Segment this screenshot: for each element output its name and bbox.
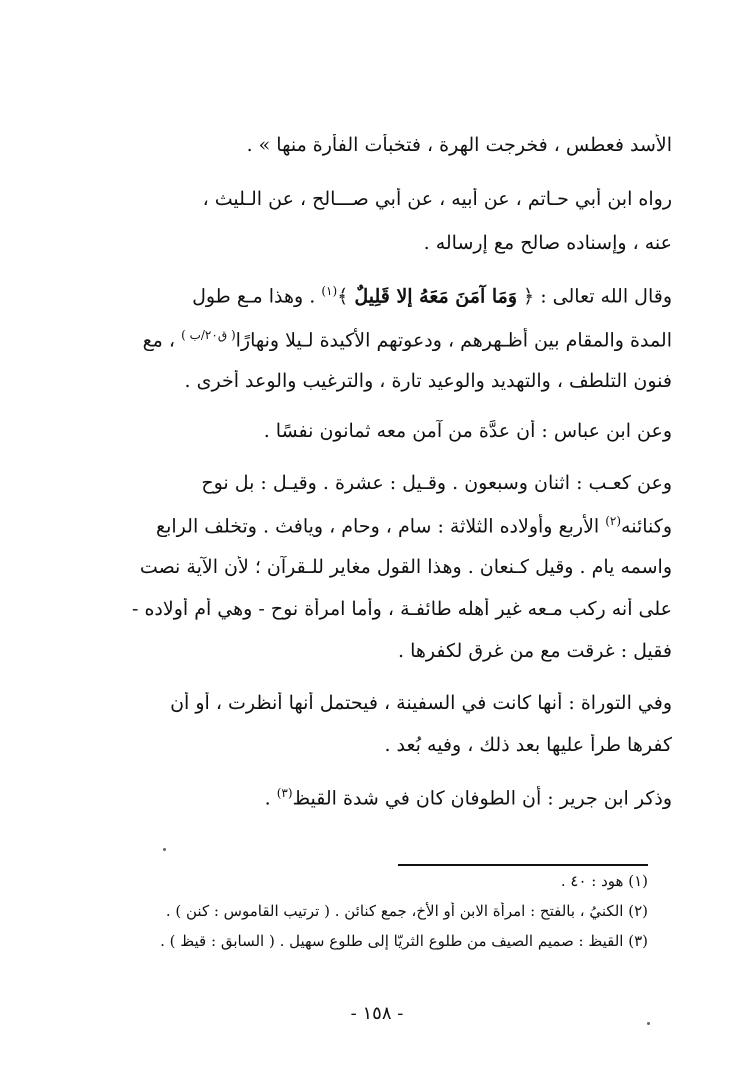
footnote-2-text: (٢) الكنيُ ، بالفتح : امرأة الابن أو الأخ، جمع كنائن . ( ترتيب القاموس : كنن ) . (165, 902, 648, 920)
text-line-9-content: الأربع وأولاده الثلاثة : سام ، وحام ، ويافث . وتخلف الرابع (156, 515, 606, 538)
text-line-13 (72, 692, 672, 714)
text-line-5 (72, 328, 672, 351)
text-line-11-content: على أنه ركب مـعه غير أهله طائفـة ، وأما امرأة نوح - وهي أم أولاده - (132, 598, 672, 620)
text-line-14-content: كفرها طرأ عليها بعد ذلك ، وفيه بُعد . (384, 734, 672, 756)
text-line-6-content: فنون التلطف ، والتهديد والوعيد تارة ، والترغيب والوعد أخرى . (184, 370, 672, 392)
text-line-14 (72, 734, 672, 756)
quran-bracket-close: ﴾ (337, 285, 355, 308)
text-line-5-tail: ، مع (142, 329, 182, 352)
scan-speck (647, 1022, 650, 1025)
footnote-separator (398, 864, 648, 866)
text-line-4-intro: وقال الله تعالى : ﴿ (517, 285, 672, 308)
footnote-3-text: (٣) القيظ : صميم الصيف من طلوع الثريّا إلى طلوع سهيل . ( السابق : قيظ ) . (160, 932, 648, 950)
text-line-1 (72, 134, 672, 156)
text-line-1-content: الأسد فعطس ، فخرجت الهرة ، فتخبأت الفأرة منها » . (246, 134, 672, 156)
footnote-ref-1: (١) (321, 284, 338, 298)
quran-verse: وَمَا آمَنَ مَعَهُ إِلا قَلِيلٌ (354, 285, 517, 308)
page-number: - ١٥٨ - (350, 1003, 404, 1024)
text-line-12-content: فقيل : غرقت مع من غرق لكفرها . (398, 640, 672, 662)
footnote-2 (72, 902, 648, 920)
text-line-11 (72, 598, 672, 620)
text-line-7-content: وعن ابن عباس : أن عدَّة من آمن معه ثمانون نفسًا . (263, 420, 672, 442)
footnote-ref-3: (٣) (276, 786, 293, 800)
text-line-15-tail: . (264, 787, 277, 810)
text-line-12 (72, 640, 672, 662)
text-line-5-content: المدة والمقام بين أظـهرهم ، ودعوتهم الأكيدة لـيلا ونهارًا (235, 329, 672, 352)
text-line-15-content: وذكر ابن جرير : أن الطوفان كان في شدة القيظ (292, 787, 672, 810)
text-line-7 (72, 420, 672, 442)
text-line-8-content: وعن كعـب : اثنان وسبعون . وقـيل : عشرة . وقيـل : بل نوح (201, 472, 672, 494)
text-line-9-head: وكنائنه (621, 515, 672, 538)
text-line-10 (72, 556, 672, 578)
text-line-6 (72, 370, 672, 392)
text-line-2 (72, 188, 672, 210)
text-line-10-content: واسمه يام . وقيل كـنعان . وهذا القول مغاير للـقرآن ؛ لأن الآية نصت (139, 556, 672, 578)
text-line-3 (72, 232, 672, 254)
text-line-4-tail: . وهذا مـع طول (192, 285, 322, 308)
text-line-13-content: وفي التوراة : أنها كانت في السفينة ، فيحتمل أنها أنظرت ، أو أن (170, 692, 672, 714)
text-line-8 (72, 472, 672, 494)
text-line-2-content: رواه ابن أبي حـاتم ، عن أبيه ، عن أبي صـــالح ، عن الـليث ، (202, 188, 672, 210)
text-line-4 (72, 284, 672, 307)
footnote-ref-2: (٢) (605, 514, 622, 528)
footnote-1-text: (١) هود : ٤٠ . (560, 872, 648, 890)
manuscript-ref: ( ق٢٠/ب ) (181, 328, 236, 342)
footnote-1 (72, 872, 648, 890)
footnote-3 (72, 932, 648, 950)
text-line-3-content: عنه ، وإسناده صالح مع إرساله . (423, 232, 672, 254)
text-line-15 (72, 786, 672, 809)
text-line-9 (72, 514, 672, 537)
scan-speck (163, 848, 166, 851)
